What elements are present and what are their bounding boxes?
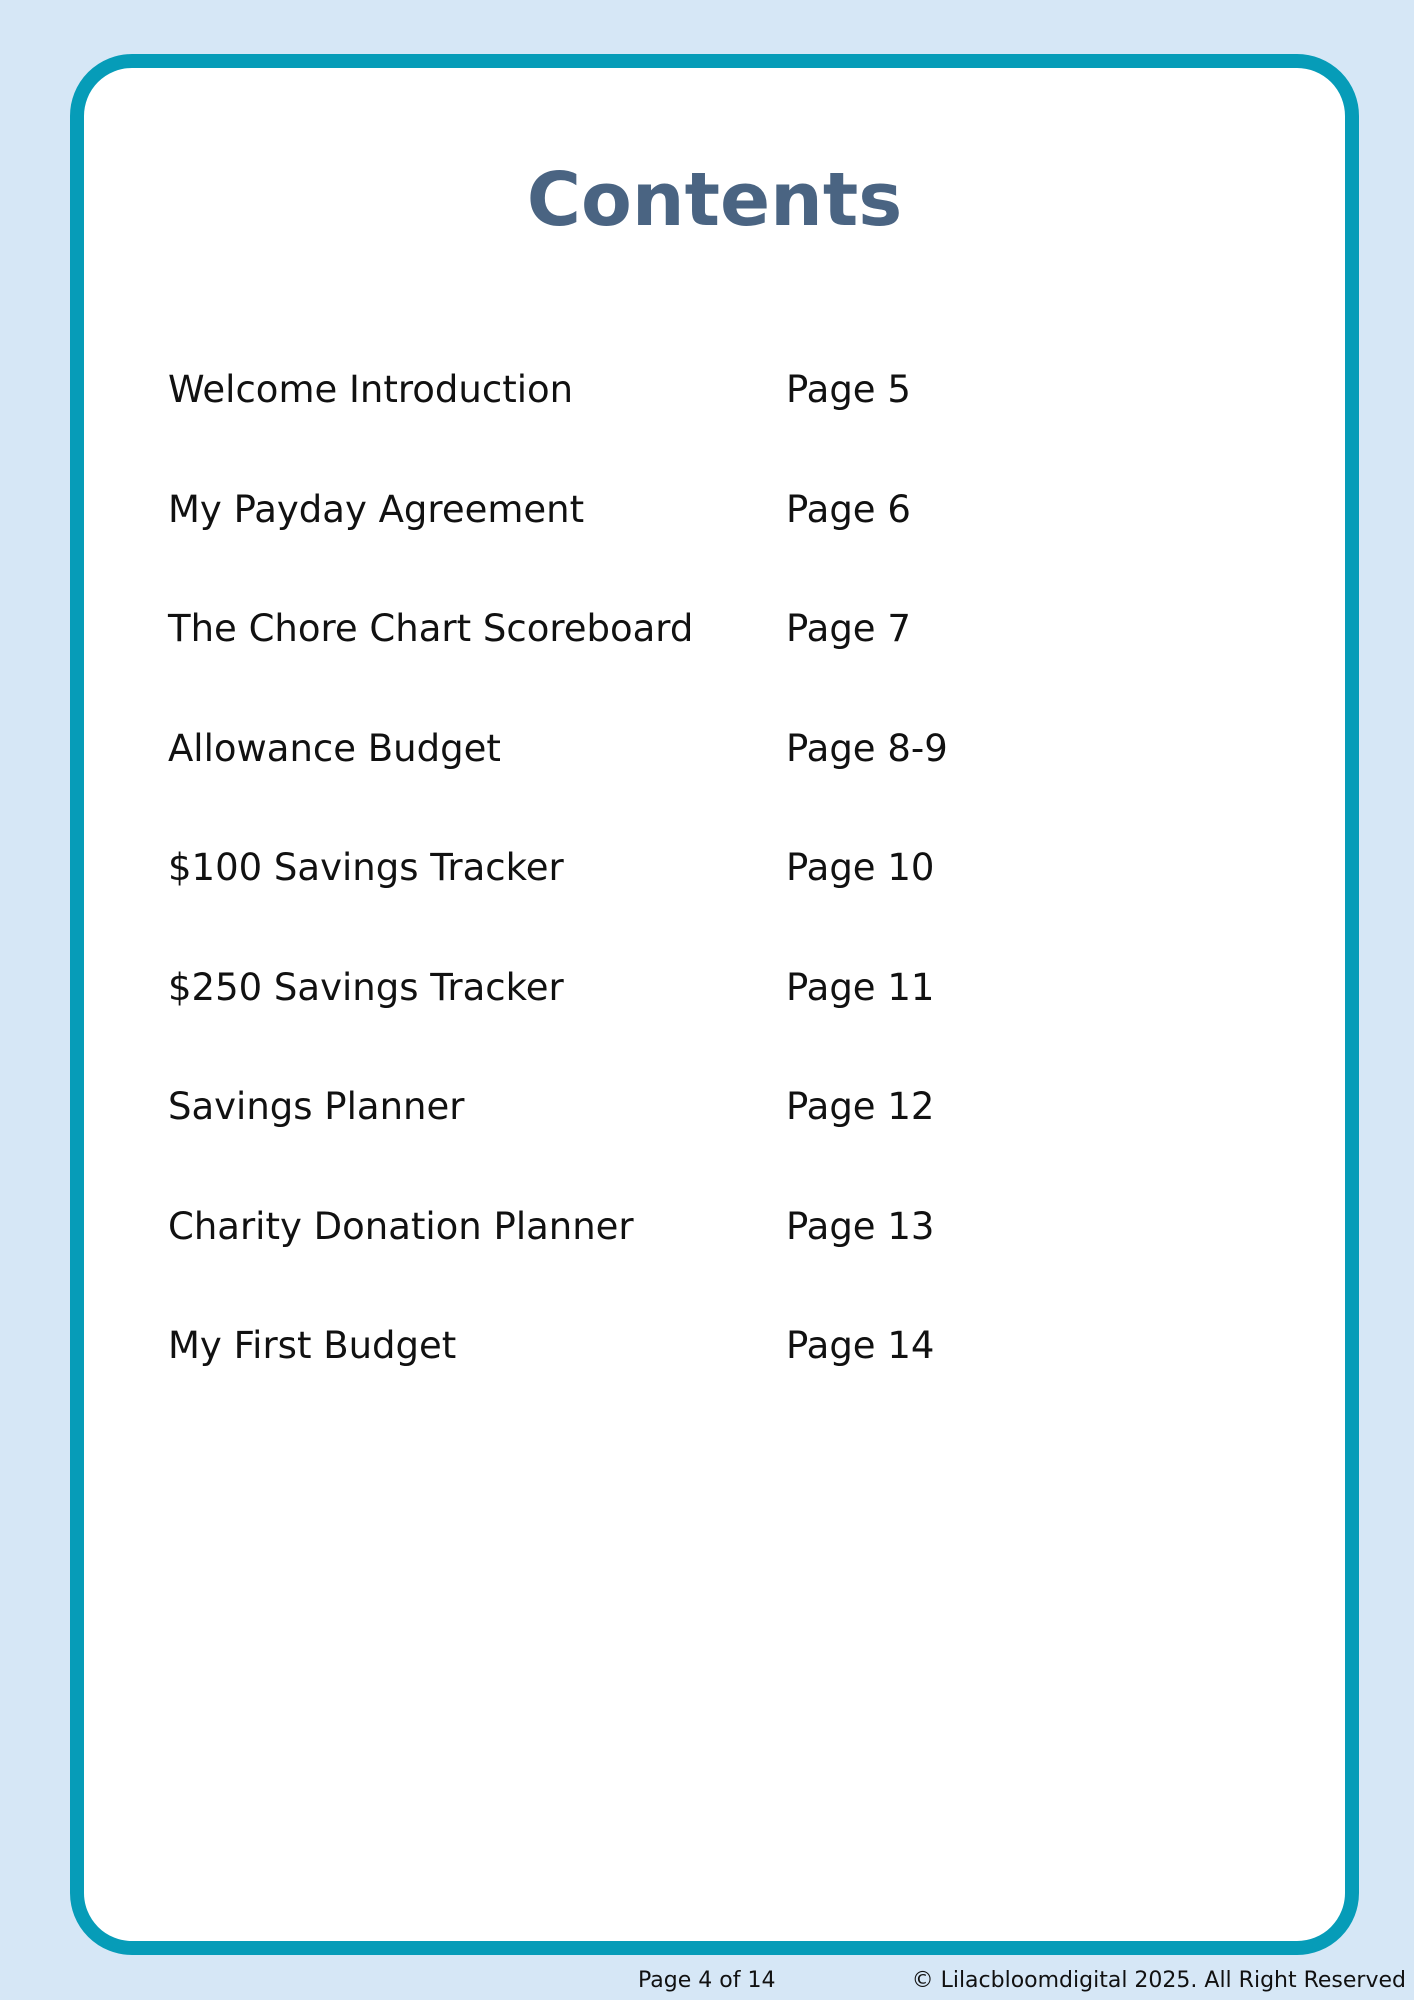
- toc-entry-label: $100 Savings Tracker: [168, 846, 564, 890]
- toc-entry-label: My Payday Agreement: [168, 487, 585, 531]
- toc-entry-welcome-introduction[interactable]: [168, 330, 948, 450]
- toc-entry-label: The Chore Chart Scoreboard: [168, 607, 694, 651]
- footer-page-number: Page 4 of 14: [638, 1968, 776, 1993]
- toc-entry-page: Page 5: [786, 368, 911, 412]
- toc-entry-page: Page 12: [786, 1085, 935, 1129]
- page-title: Contents: [526, 157, 903, 243]
- toc-entry-250-savings-tracker[interactable]: [168, 928, 948, 1048]
- toc-entry-savings-planner[interactable]: [168, 1047, 948, 1167]
- toc-entry-page: Page 8-9: [786, 726, 948, 770]
- toc-entry-page: Page 11: [786, 965, 935, 1009]
- toc-entry-allowance-budget[interactable]: [168, 689, 948, 809]
- toc-entry-label: $250 Savings Tracker: [168, 965, 564, 1009]
- toc-entry-page: Page 7: [786, 607, 911, 651]
- toc-entry-charity-donation-planner[interactable]: [168, 1167, 948, 1287]
- toc-entry-100-savings-tracker[interactable]: [168, 808, 948, 928]
- footer-copyright: © Lilacbloomdigital 2025. All Right Reserved: [911, 1968, 1406, 1993]
- toc-entry-label: My First Budget: [168, 1324, 457, 1368]
- toc-entry-chore-chart-scoreboard[interactable]: [168, 569, 948, 689]
- toc-entry-page: Page 13: [786, 1204, 935, 1248]
- toc-entry-my-first-budget[interactable]: [168, 1286, 948, 1406]
- toc-entry-label: Allowance Budget: [168, 726, 501, 770]
- toc-entry-page: Page 14: [786, 1324, 935, 1368]
- toc-entry-label: Welcome Introduction: [168, 368, 574, 412]
- table-of-contents: [168, 330, 948, 1406]
- toc-entry-payday-agreement[interactable]: [168, 450, 948, 570]
- toc-entry-label: Charity Donation Planner: [168, 1204, 634, 1248]
- toc-entry-page: Page 10: [786, 846, 935, 890]
- toc-entry-label: Savings Planner: [168, 1085, 465, 1129]
- contents-card: [70, 54, 1359, 1955]
- toc-entry-page: Page 6: [786, 487, 911, 531]
